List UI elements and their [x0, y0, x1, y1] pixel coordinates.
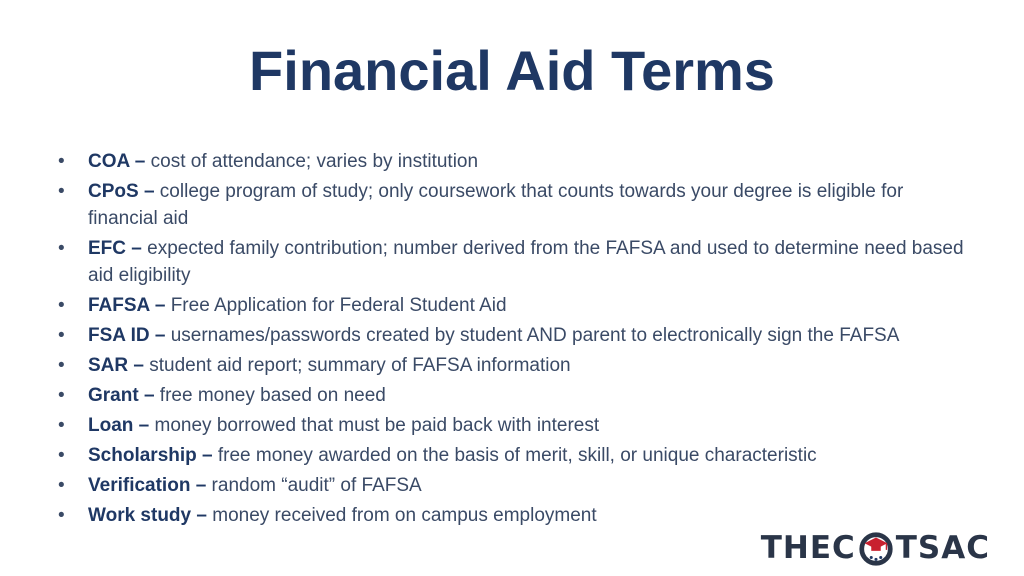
term-coa [58, 148, 978, 175]
bullet-icon: • [58, 238, 65, 259]
term-name: Verification – [88, 475, 207, 496]
term-definition: free money based on need [154, 385, 386, 406]
bullet-icon: • [58, 355, 65, 376]
term-name: COA – [88, 151, 146, 172]
term-name: Scholarship – [88, 445, 213, 466]
term-definition: Free Application for Federal Student Aid [165, 295, 507, 316]
term-definition: usernames/passwords created by student AND parent to electronically sign the FAFSA [165, 325, 900, 346]
term-definition: expected family contribution; number derived from the FAFSA and used to determine need based aid eligibility [88, 238, 964, 286]
term-name: Grant – [88, 385, 155, 406]
term-sar [58, 352, 978, 379]
term-definition: money received from on campus employment [206, 505, 597, 526]
term-definition: free money awarded on the basis of merit, skill, or unique characteristic [212, 445, 817, 466]
page-title: Financial Aid Terms [249, 39, 775, 102]
bullet-icon: • [58, 151, 65, 172]
bullet-icon: • [58, 385, 65, 406]
term-scholarship [58, 442, 978, 469]
term-work-study [58, 502, 978, 529]
bullet-icon: • [58, 505, 65, 526]
term-name: FAFSA – [88, 295, 166, 316]
term-name: SAR – [88, 355, 144, 376]
term-loan [58, 412, 978, 439]
bullet-icon: • [58, 415, 65, 436]
term-verification [58, 472, 978, 499]
term-name: Loan – [88, 415, 150, 436]
thec-tsac-logo [761, 528, 990, 568]
logo-text-tsac: TSAC [895, 530, 990, 566]
term-fsa-id [58, 322, 978, 349]
term-name: EFC – [88, 238, 142, 259]
term-definition: money borrowed that must be paid back with interest [149, 415, 600, 436]
terms-list [58, 148, 978, 532]
term-efc [58, 235, 978, 289]
graduation-cap-circle-icon [857, 529, 895, 567]
bullet-icon: • [58, 475, 65, 496]
term-name: CPoS – [88, 181, 155, 202]
term-definition: random “audit” of FAFSA [206, 475, 422, 496]
bullet-icon: • [58, 181, 65, 202]
term-definition: cost of attendance; varies by institution [145, 151, 479, 172]
term-cpos [58, 178, 978, 232]
logo-text-thec: THEC [760, 530, 856, 566]
bullet-icon: • [58, 445, 65, 466]
term-name: FSA ID – [88, 325, 166, 346]
bullet-icon: • [58, 325, 65, 346]
term-grant [58, 382, 978, 409]
term-definition: student aid report; summary of FAFSA information [143, 355, 571, 376]
term-definition: college program of study; only coursework that counts towards your degree is eligible for financial aid [88, 181, 904, 229]
term-fafsa [58, 292, 978, 319]
term-name: Work study – [88, 505, 207, 526]
bullet-icon: • [58, 295, 65, 316]
